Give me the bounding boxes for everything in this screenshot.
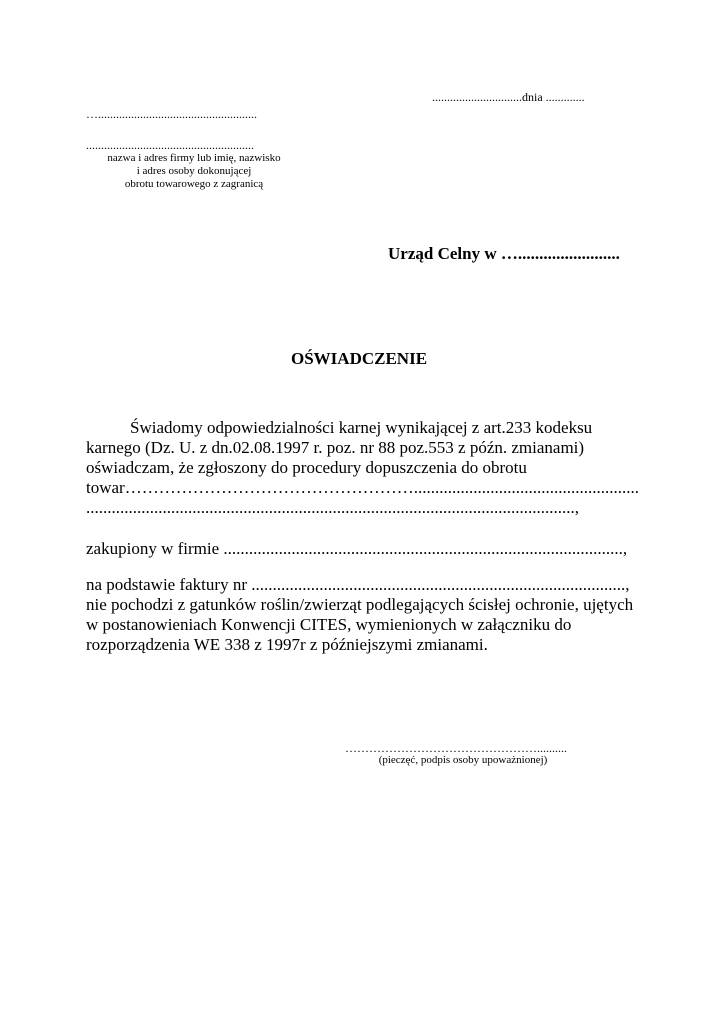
sender-caption-line: nazwa i adres firmy lub imię, nazwisko — [107, 152, 281, 164]
paragraph-line: ..................................................................................................................., — [86, 498, 579, 517]
statement-paragraph — [86, 418, 639, 518]
paragraph-line: na podstawie faktury nr ........................................................................................, — [86, 575, 630, 594]
paragraph-line: oświadczam, że zgłoszony do procedury dopuszczenia do obrotu — [86, 458, 527, 477]
paragraph-line: nie pochodzi z gatunków roślin/zwierząt podlegających ścisłej ochronie, ujętych — [86, 595, 634, 614]
sender-caption-line: i adres osoby dokonującej — [136, 165, 252, 177]
recipient-office: Urząd Celny w …........................ — [388, 244, 620, 263]
paragraph-line: karnego (Dz. U. z dn.02.08.1997 r. poz. nr 88 poz.553 z późn. zmianami) — [86, 438, 585, 457]
sender-caption — [86, 152, 302, 191]
document-title: OŚWIADCZENIE — [291, 349, 428, 368]
paragraph-line: rozporządzenia WE 338 z 1997r z późniejszymi zmianami. — [86, 635, 488, 654]
paragraph-line: w postanowieniach Konwencji CITES, wymienionych w załączniku do — [86, 615, 572, 634]
signature-line: ………………………………………….......... — [345, 741, 567, 755]
sender-line-2: ........................................................ — [86, 138, 254, 152]
sender-caption-line: obrotu towarowego z zagranicą — [124, 178, 264, 190]
paragraph-line: towar……………………………………………..................................................... — [86, 478, 639, 497]
signature-caption: (pieczęć, podpis osoby upoważnionej) — [378, 754, 548, 766]
paragraph-line: Świadomy odpowiedzialności karnej wynikającej z art.233 kodeksu — [130, 418, 593, 437]
purchased-line: zakupiony w firmie .............................................................................................., — [86, 539, 628, 558]
sender-line-1: …..................................................... — [86, 107, 257, 121]
date-line: ..............................dnia ............. — [432, 90, 585, 104]
invoice-paragraph — [86, 575, 633, 655]
